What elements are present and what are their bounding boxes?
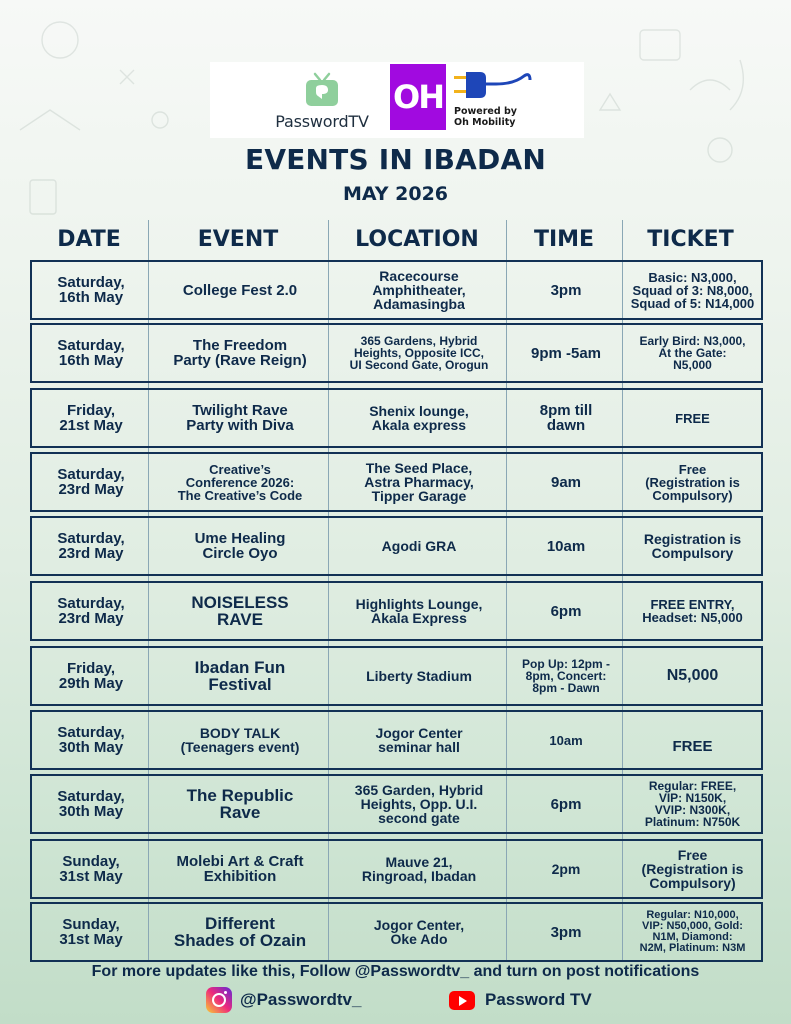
cell-time: 9pm -5am	[530, 344, 602, 362]
table-row	[30, 710, 763, 770]
cell-time: 2pm	[551, 861, 581, 877]
cell-time: 6pm	[550, 602, 582, 620]
cell-location: 365 Gardens, Hybrid Heights, Opposite ICC, UI Second Gate, Orogun	[349, 334, 489, 372]
cell-location: 365 Garden, Hybrid Heights, Opp. U.I. second gate	[354, 782, 484, 826]
youtube-link[interactable]	[449, 985, 592, 1015]
cell-date: Saturday, 23rd May	[57, 466, 125, 498]
header-date: DATE	[57, 227, 121, 252]
passwordtv-logo	[262, 72, 382, 134]
cell-event: Molebi Art & Craft Exhibition	[176, 853, 304, 885]
page-subtitle: MAY 2026	[342, 183, 449, 205]
cell-date: Saturday, 16th May	[57, 274, 125, 306]
table-row	[30, 388, 763, 448]
cell-event: The Freedom Party (Rave Reign)	[173, 337, 307, 369]
cell-ticket: Free (Registration is Compulsory)	[641, 847, 744, 891]
header-time: TIME	[533, 227, 595, 252]
powered-line1: Powered by	[454, 106, 517, 117]
cell-date: Sunday, 31st May	[59, 916, 123, 948]
table-header	[30, 222, 760, 258]
table-row	[30, 774, 763, 834]
youtube-channel: Password TV	[485, 990, 592, 1009]
cell-ticket: Registration is Compulsory	[643, 531, 742, 561]
cell-ticket: FREE	[675, 410, 710, 426]
table-row	[30, 902, 763, 962]
cell-event: The Republic Rave	[186, 786, 294, 822]
footer-follow-text: For more updates like this, Follow @Passwordtv_ and turn on post notifications	[91, 963, 700, 980]
cell-event: Creative’s Conference 2026: The Creative’s Code	[177, 461, 303, 503]
cell-ticket: N5,000	[666, 667, 719, 684]
page-title: EVENTS IN IBADAN	[245, 143, 546, 176]
cell-date: Sunday, 31st May	[59, 853, 123, 885]
table-row	[30, 646, 763, 706]
header-location: LOCATION	[355, 227, 479, 252]
cell-location: The Seed Place, Astra Pharmacy, Tipper Garage	[364, 460, 474, 504]
cell-ticket: Free (Registration is Compulsory)	[645, 461, 740, 503]
cell-event: College Fest 2.0	[182, 281, 298, 299]
cell-date: Friday, 29th May	[58, 660, 124, 692]
cell-ticket: Regular: FREE, VIP: N150K, VVIP: N300K, Platinum: N750K	[644, 779, 741, 829]
cell-event: Ibadan Fun Festival	[194, 658, 286, 694]
cell-event: Different Shades of Ozain	[173, 914, 307, 950]
cell-event: NOISELESS RAVE	[191, 593, 289, 629]
cell-date: Saturday, 30th May	[57, 788, 125, 820]
cell-time: 10am	[549, 732, 583, 748]
cell-time: 9am	[550, 473, 582, 491]
table-row	[30, 839, 763, 899]
cell-date: Saturday, 16th May	[57, 337, 125, 369]
cell-time: 3pm	[550, 281, 582, 299]
header-ticket: TICKET	[647, 227, 734, 252]
cell-event: Twilight Rave Party with Diva	[186, 402, 294, 434]
logo-banner	[210, 62, 584, 138]
table-row	[30, 323, 763, 383]
header-event: EVENT	[197, 227, 279, 252]
youtube-icon	[449, 991, 475, 1010]
cell-ticket: FREE ENTRY, Headset: N5,000	[642, 597, 743, 625]
cell-time: 6pm	[550, 795, 582, 813]
cell-date: Saturday, 23rd May	[57, 530, 125, 562]
cell-event: BODY TALK (Teenagers event)	[180, 725, 300, 755]
cell-ticket: Basic: N3,000, Squad of 3: N8,000, Squad of 5: N14,000	[630, 269, 755, 311]
cell-time: 3pm	[550, 923, 582, 941]
passwordtv-wordmark: PasswordTV	[275, 112, 369, 131]
powered-line2: Oh Mobility	[454, 117, 516, 128]
oh-logo: OH	[390, 64, 446, 130]
cell-time: 8pm till dawn	[539, 402, 593, 434]
powered-by-text	[454, 106, 517, 128]
cell-location: Shenix lounge, Akala express	[369, 403, 469, 433]
cell-time: Pop Up: 12pm - 8pm, Concert: 8pm - Dawn	[521, 657, 610, 695]
cell-location: Highlights Lounge, Akala Express	[355, 596, 483, 626]
cell-location: Jogor Center, Oke Ado	[373, 917, 465, 947]
cell-date: Saturday, 23rd May	[57, 595, 125, 627]
cell-location: Mauve 21, Ringroad, Ibadan	[361, 854, 477, 884]
instagram-handle: @Passwordtv_	[240, 990, 362, 1009]
table-row	[30, 581, 763, 641]
instagram-link[interactable]	[206, 985, 361, 1015]
instagram-icon	[206, 987, 232, 1013]
cell-location: Agodi GRA	[381, 538, 457, 554]
table-row	[30, 260, 763, 320]
table-row	[30, 516, 763, 576]
cell-date: Friday, 21st May	[59, 402, 123, 434]
tv-icon	[305, 72, 339, 110]
cell-time: 10am	[546, 537, 586, 555]
cell-location: Racecourse Amphitheater, Adamasingba	[372, 268, 466, 312]
cell-ticket: Regular: N10,000, VIP: N50,000, Gold: N1M, Diamond: N2M, Platinum: N3M	[639, 909, 746, 954]
cell-location: Jogor Center seminar hall	[375, 725, 463, 755]
plug-icon	[448, 68, 538, 108]
cell-date: Saturday, 30th May	[57, 724, 125, 756]
cell-ticket: FREE	[672, 737, 713, 755]
cell-location: Liberty Stadium	[366, 668, 472, 684]
cell-event: Ume Healing Circle Oyo	[194, 530, 286, 562]
table-row	[30, 452, 763, 512]
cell-ticket: Early Bird: N3,000, At the Gate: N5,000	[639, 334, 746, 372]
